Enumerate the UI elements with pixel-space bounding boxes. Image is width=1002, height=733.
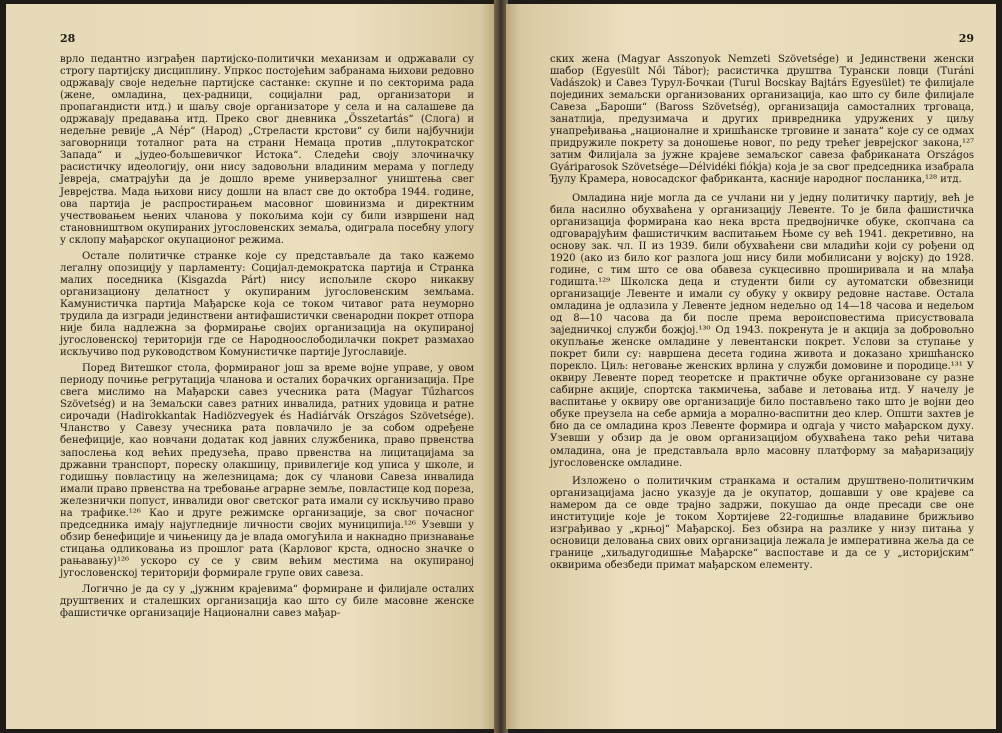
page-number-left: 28 (60, 32, 76, 45)
left-page (6, 4, 496, 729)
paragraph: Поред Витешког стола, формираног још за време војне управе, у овом периоду почиње регрутација чланова и осталих борачких организација. Пре свега мислимо на Мађарски савез учесника рата (Magyar Tűzharcos Szövetség) и на Земаљски савез ратних инвалида, ратних удовица и ратне сирочади (Hadirokkantak Hadiözvegyek és Hadiárvák Országos Szövetsége). Чланство у Савезу учесника рата повлачило је за собом одређене бенефиције, као новчани додатак код јавних службеника, право првенства запослења код већих предузећа, право првенства на лицитацијама за државни транспорт, пореску олакшицу, привилегије код уписа у школе, и годишњу повластицу на железницама; док су чланови Савеза инвалида имали право првенства на требовање аграрне земље, повластице код пореза, железнички попуст, инвалиди овог светског рата имали су искључиво право на трафике.¹²⁶ Као и друге режимске организације, за свог почасног председника имају најугледније личности својих муниципија.¹²⁶ Узевши у обзир бенефиције и чињеницу да је влада омогућила и накнадно признавање стицања одликовања из прошлог рата (Карловог крста, односно значке о рањавању)¹²⁶ ускоро су се у свим већим местима на окупираној југословенској територији формирале групе ових савеза. (60, 363, 474, 579)
right-page-text (550, 54, 974, 572)
paragraph: Логично је да су у „јужним крајевима“ формиране и филијале осталих друштвених и сталешких организација као што су биле масовне женске фашистичке организације Национални савез мађар- (60, 584, 474, 620)
right-page (506, 4, 996, 729)
paragraph: Остале политичке странке које су представљале да тако кажемо легалну опозицију у парламенту: Социјал-демократска партија и Странка малих поседника (Kisgazda Párt) нису испољиле скоро никакву организациону делатност у окупираним југословенским земљама. Камунистичка партија Мађарске која се током читавог рата неуморно трудила да изгради јединствени антифашистички свенародни покрет отпора није била надлежна за формирање својих организација на окупираној југословенској територији где се Народноослободилачки покрет размахао искључиво под руководством Комунистичке партије Југославије. (60, 250, 474, 359)
paragraph: Изложено о политичким странкама и осталим друштвено-политичким организацијама јасно указује да је окупатор, дошавши у ове крајеве са намером да се овде трајно задржи, покушао да онде пресади све оне институције које је током Хортијеве 22-годишње владавине брижљиво изграђивао у „крњој“ Мађарској. Без обзира на разлике у низу питања у основици деловања свих ових организација лежала је императивна жеља да се границе „хиљадугодишње Мађарске“ васпоставе и да се у „историјским“ оквирима обезбеди примат мађарском елементу. (550, 475, 974, 571)
paragraph: врло педантно изграђен партијско-политички механизам и одржавали су строгу партијску дисциплину. Упркос постојећим забранама њихови редовно одржавају своје недељне партијске састанке: скупне и по секторима рада (жене, омладина, цех-радници, социјални рад, организатори и пропагандисти итд.) и шаљу своје организаторе у села и на салашеве да одржавају предавања итд. Преко свог дневника „Összetartás“ (Слога) и недељне ревије „A Nép“ (Народ) „Стреласти крстови“ су били најбучнији заговорници тоталног рата на страни Немаца против „плутократског Запада“ и „јудео-бољшевичког Истока“. Следећи своју злочиначку расистичку идеологију, они нису задовољни владиним мерама у погледу Јевреја, сматрајући да је дошло време универзалног уништења свег Јеврејства. Мада њихови нису дошли на власт све до октобра 1944. године, ова партија је распростирањем масовног шовинизма и директним учествовањем њених чланова у покољима који су били извршени над становништвом окупираних југословенских земаља, одиграла посебну улогу у склопу мађарског окупационог режима. (60, 54, 474, 246)
paragraph: Омладина није могла да се учлани ни у једну политичку партију, већ је била насилно обухваћена у организацију Левенте. То је била фашистичка организација формирана као нека врста предвојничке обуке, скопчана са одговарајућим фашистичким васпитањем Њоме су већ 1941. декретивно, на основу зак. чл. II из 1939. били обухваћени сви младићи који су рођени од 1920 (ако из било ког разлога још нису били мобилисани у војску) до 1928. године, с тим што се ова обавеза сукцесивно проширивала и на млађа годишта.¹²⁹ Школска деца и студенти били су аутоматски обвезници организације Левенте и имали су обуку у оквиру редовне наставе. Остала омладина је одлазила у Левенте једном недељно од 14—18 часова и недељом од 8—10 часова да би после према вероисповестима присуствовала заједничкој служби божјој.¹³⁰ Од 1943. покренута је и акција за добровољно окупљање женске омладине у левентански покрет. Услови за ступање у покрет били су: навршена десета година живота и доказано хришћанско порекло. Циљ: неговање женских врлина у служби домовине и породице.¹³¹ У оквиру Левенте поред теоретске и практичне обуке организоване су разне сабирне акције, спортска такмичења, забаве и летовања итд. У начелу је васпитање у оквиру ове организације било постављено тако што је војни део обуке преузела на себе армија а морално-васпитни део клер. Општи захтев је био да се омладина кроз Левенте формира и одгаја у чисто мађарском духу. Узевши у обзир да је овом организацијом обухваћена тако рећи читава омладина, она је представљала врло масовну платформу за мађаризацију југословенске омладине. (550, 192, 974, 469)
paragraph: ских жена (Magyar Asszonyok Nemzeti Szövetsége) и Јединствени женски шабор (Egyesült Női Tábor); расистичка друштва Турански ловци (Turáni Vadászok) и Савез Турул-Бочкаи (Turul Bocskay Bajtárs Egyesület) те филијале појединих земаљски организованих организација, као што су биле филијале Савеза „Бароши“ (Baross Szövetség), организација самосталних трговаца, занатлија, предузимача и других привредника удружених у циљу унапређивања „националне и хришћанске трговине и заната“ које су се одмах придружиле покрету за доношење новог, по реду трећег јеврејског закона,¹²⁷ затим Филијала за јужне крајеве земаљског савеза фабриканата Országos Gyáriparosok Szövetsége—Délvidéki fiókja) која је за свог председника изабрала Ђулу Крамера, новосадског фабриканта, касније народног посланика,¹²⁸ итд. (550, 54, 974, 186)
page-number-right: 29 (958, 32, 974, 45)
left-page-text (60, 54, 474, 620)
